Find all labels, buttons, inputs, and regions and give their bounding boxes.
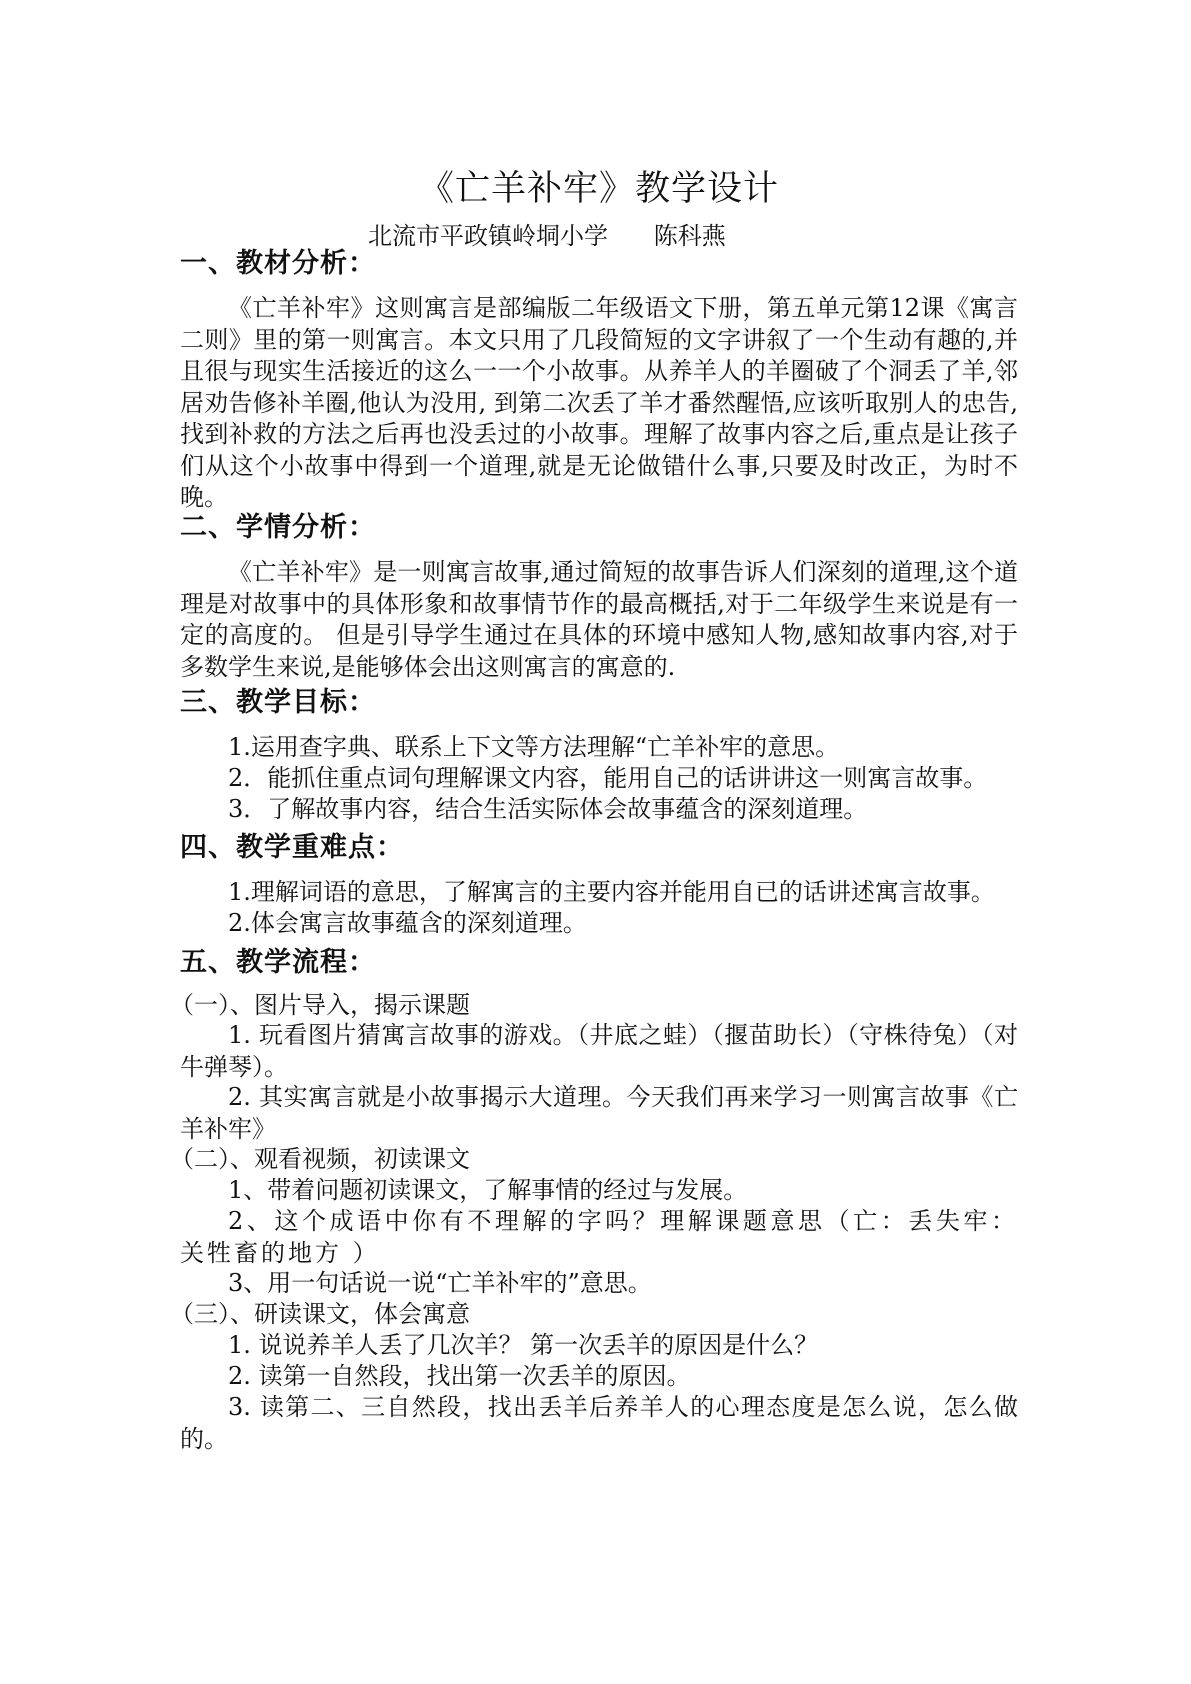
section-heading-key-difficulties: 四、教学重难点：	[180, 832, 404, 863]
teaching-goal-item: 1.运用查字典、联系上下文等方法理解“亡羊补牢的意思。	[228, 733, 840, 761]
key-difficulty-item: 2.体会寓言故事蕴含的深刻道理。	[228, 909, 587, 937]
student-analysis-paragraph: 《亡羊补牢》是一则寓言故事,通过简短的故事告诉人们深刻的道理,这个道理是对故事中的具体形象和故事情节作的最高概括,对于二年级学生来说是有一定的高度的。 但是引导学生通过在具体的环境中感知人物,感知故事内容,对于多数学生来说,是能够体会出这则寓言的寓意的.	[180, 558, 1018, 681]
section-heading-teaching-process: 五、教学流程：	[180, 947, 376, 978]
section-heading-textbook-analysis: 一、教材分析：	[180, 248, 376, 279]
document-title: 《亡羊补牢》教学设计	[418, 169, 779, 209]
process-step-title: （二）、观看视频，初读课文	[170, 1145, 470, 1173]
section-heading-teaching-goals: 三、教学目标：	[180, 687, 376, 718]
process-step-item: 3. 读第二、三自然段，找出丢羊后养羊人的心理态度是怎么说，怎么做的。	[180, 1393, 1018, 1453]
teaching-goal-item: 3．了解故事内容，结合生活实际体会故事蕴含的深刻道理。	[228, 795, 868, 823]
process-step-item: 2、这个成语中你有不理解的字吗？理解课题意思（亡：丢失牢：关牲畜的地方 ）	[180, 1207, 1018, 1267]
author-byline: 北流市平政镇岭垌小学 陈科燕	[368, 222, 726, 250]
process-step-title: （一）、图片导入，揭示课题	[170, 991, 470, 1019]
process-step-item: 2. 读第一自然段，找出第一次丢羊的原因。	[228, 1362, 691, 1390]
process-step-item: 1、带着问题初读课文，了解事情的经过与发展。	[228, 1176, 748, 1204]
textbook-analysis-paragraph: 《亡羊补牢》这则寓言是部编版二年级语文下册，第五单元第12课《寓言二则》里的第一则寓言。本文只用了几段简短的文字讲叙了一个生动有趣的,并且很与现实生活接近的这么一一个小故事。从养羊人的羊圈破了个洞丢了羊,邻居劝告修补羊圈,他认为没用, 到第二次丢了羊才番然醒悟,应该听取别人的忠告,找到补救的方法之后再也没丢过的小故事。理解了故事内容之后,重点是让孩子们从这个小故事中得到一个道理,就是无论做错什么事,只要及时改正，为时不晚。	[180, 294, 1018, 511]
process-step-item: 1. 玩看图片猜寓言故事的游戏。（井底之蛙）（揠苗助长）（守株待兔）（对牛弹琴）。	[180, 1021, 1018, 1081]
teaching-goal-item: 2．能抓住重点词句理解课文内容，能用自己的话讲讲这一则寓言故事。	[228, 764, 988, 792]
process-step-item: 1. 说说养羊人丢了几次羊？ 第一次丢羊的原因是什么？	[228, 1331, 819, 1359]
section-heading-student-analysis: 二、学情分析：	[180, 512, 376, 543]
process-step-item: 2. 其实寓言就是小故事揭示大道理。今天我们再来学习一则寓言故事《亡羊补牢》	[180, 1083, 1018, 1143]
key-difficulty-item: 1.理解词语的意思，了解寓言的主要内容并能用自已的话讲述寓言故事。	[228, 878, 995, 906]
process-step-title: （三）、研读课文，体会寓意	[170, 1300, 470, 1328]
process-step-item: 3、用一句话说一说“亡羊补牢的”意思。	[228, 1269, 652, 1297]
